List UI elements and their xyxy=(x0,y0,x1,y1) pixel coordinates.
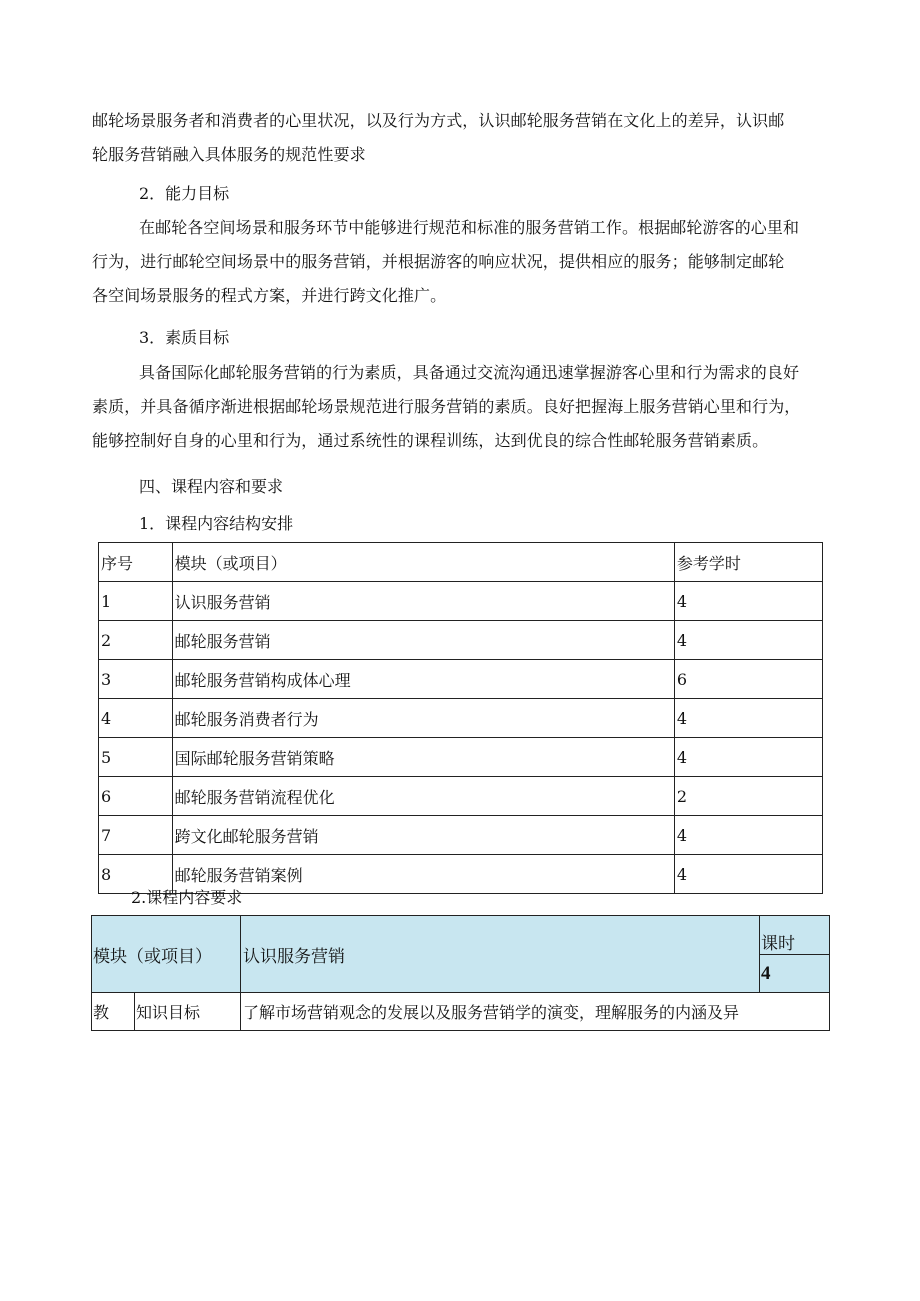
cell-module: 邮轮服务消费者行为 xyxy=(172,699,674,738)
knowledge-label-cell xyxy=(134,992,241,1031)
cell-hours: 4 xyxy=(674,699,822,738)
cell-index: 1 xyxy=(99,582,173,621)
cell-hours: 4 xyxy=(674,582,822,621)
course-structure-table xyxy=(98,542,823,894)
cell-module: 认识服务营销 xyxy=(172,582,674,621)
paragraph-line: 素质，并具备循序渐进根据邮轮场景规范进行服务营销的素质。良好把握海上服务营销心里和行为， xyxy=(92,397,801,416)
cell-index: 6 xyxy=(99,777,173,816)
cell-hours: 4 xyxy=(674,738,822,777)
section-four-heading: 四、课程内容和要求 xyxy=(139,477,284,496)
table-row xyxy=(99,699,823,738)
paragraph-line: 各空间场景服务的程式方案，并进行跨文化推广。 xyxy=(92,286,447,305)
cell-module: 邮轮服务营销 xyxy=(172,621,674,660)
cell-index: 4 xyxy=(99,699,173,738)
cell-index: 2 xyxy=(99,621,173,660)
paragraph-line: 邮轮场景服务者和消费者的心里状况，以及行为方式，认识邮轮服务营销在文化上的差异，认识邮 xyxy=(92,111,785,130)
cell-module: 邮轮服务营销案例 xyxy=(172,855,674,894)
requirements-heading: 2.课程内容要求 xyxy=(131,888,243,907)
table-row xyxy=(99,660,823,699)
cell-hours: 2 xyxy=(674,777,822,816)
cell-module: 邮轮服务营销流程优化 xyxy=(172,777,674,816)
cell-hours: 6 xyxy=(674,660,822,699)
cell-index: 8 xyxy=(99,855,173,894)
cell-index: 5 xyxy=(99,738,173,777)
structure-heading: 1．课程内容结构安排 xyxy=(139,514,294,533)
knowledge-label: 知识目标 xyxy=(136,1003,201,1022)
cell-index: 7 xyxy=(99,816,173,855)
paragraph-line: 能够控制好自身的心里和行为，通过系统性的课程训练，达到优良的综合性邮轮服务营销素质。 xyxy=(92,431,769,450)
module-name: 认识服务营销 xyxy=(243,946,345,967)
hours-label: 课时 xyxy=(761,934,795,954)
module-label-cell xyxy=(91,915,241,993)
cell-hours: 4 xyxy=(674,621,822,660)
ability-goal-paragraph xyxy=(92,211,827,313)
course-requirements-table xyxy=(91,915,830,1031)
paragraph-line: 行为，进行邮轮空间场景中的服务营销，并根据游客的响应状况，提供相应的服务；能够制定邮轮 xyxy=(92,252,785,271)
module-label: 模块（或项目） xyxy=(93,946,212,967)
paragraph-line: 在邮轮各空间场景和服务环节中能够进行规范和标准的服务营销工作。根据邮轮游客的心里和 xyxy=(139,218,800,237)
header-cell-index: 序号 xyxy=(99,543,173,582)
cell-module: 国际邮轮服务营销策略 xyxy=(172,738,674,777)
teach-label-cell xyxy=(91,992,135,1031)
hours-value-cell xyxy=(759,954,830,993)
table-row xyxy=(99,621,823,660)
hours-label-cell xyxy=(759,915,830,955)
hours-value: 4 xyxy=(761,962,771,984)
cell-hours: 4 xyxy=(674,816,822,855)
cell-module: 跨文化邮轮服务营销 xyxy=(172,816,674,855)
teach-label: 教 xyxy=(93,1003,110,1022)
cell-index: 3 xyxy=(99,660,173,699)
cell-module: 邮轮服务营销构成体心理 xyxy=(172,660,674,699)
table-row xyxy=(99,816,823,855)
quality-goal-paragraph xyxy=(92,356,827,458)
table-header-row xyxy=(99,543,823,582)
table-row xyxy=(99,777,823,816)
header-cell-module: 模块（或项目） xyxy=(172,543,674,582)
knowledge-text: 了解市场营销观念的发展以及服务营销学的演变，理解服务的内涵及异 xyxy=(243,1003,740,1022)
cell-hours: 4 xyxy=(674,855,822,894)
table-row xyxy=(99,582,823,621)
knowledge-text-cell xyxy=(240,992,830,1031)
table-row xyxy=(99,738,823,777)
quality-goal-heading: 3．素质目标 xyxy=(139,328,230,347)
module-name-cell xyxy=(240,915,760,993)
knowledge-goal-paragraph xyxy=(92,104,827,172)
paragraph-line: 具备国际化邮轮服务营销的行为素质，具备通过交流沟通迅速掌握游客心里和行为需求的良好 xyxy=(139,363,800,382)
header-cell-hours: 参考学时 xyxy=(674,543,822,582)
ability-goal-heading: 2．能力目标 xyxy=(139,184,230,203)
paragraph-line: 轮服务营销融入具体服务的规范性要求 xyxy=(92,145,366,164)
